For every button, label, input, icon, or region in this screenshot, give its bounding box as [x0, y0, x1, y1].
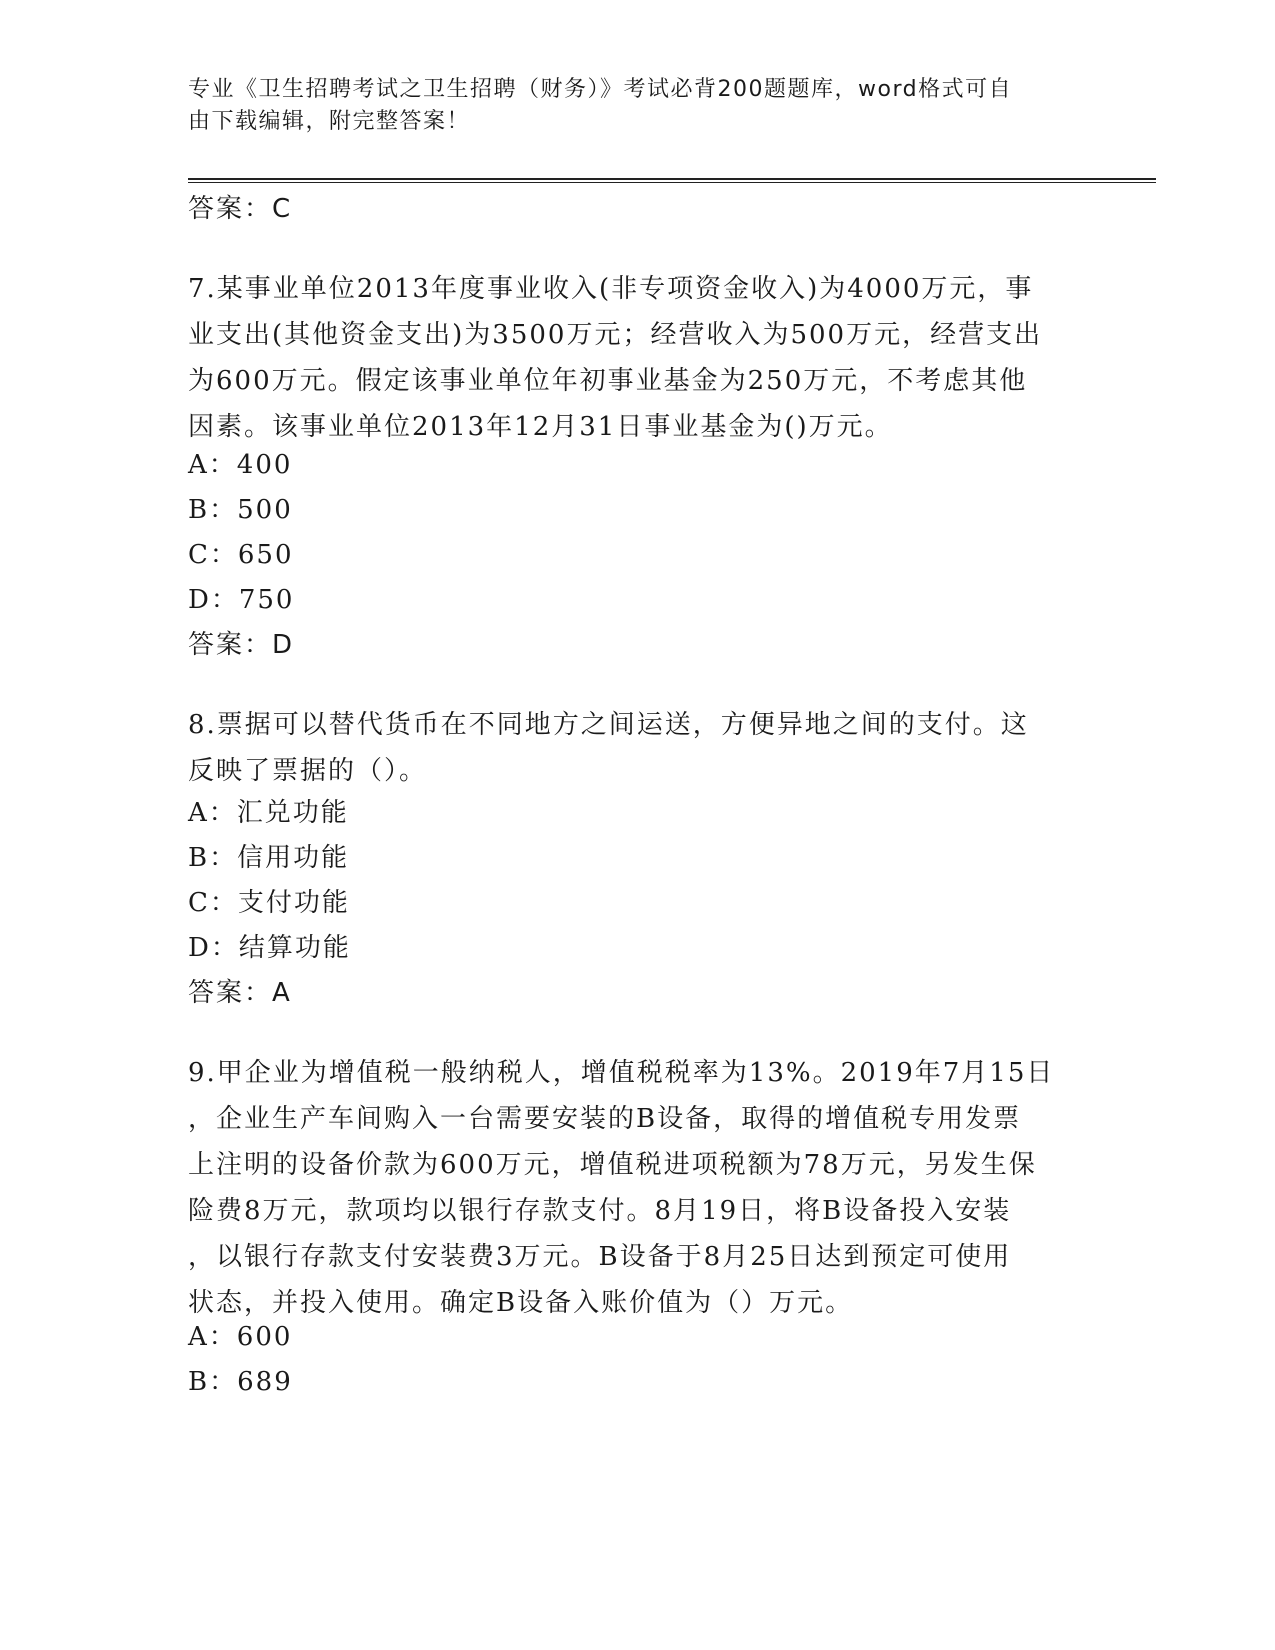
question-9-option-b: B：689: [188, 1367, 293, 1397]
question-9-line-2: ，企业生产车间购入一台需要安装的B设备，取得的增值税专用发票: [188, 1104, 1022, 1134]
question-7-line-2: 业支出(其他资金支出)为3500万元；经营收入为500万元，经营支出: [188, 320, 1043, 350]
question-7-option-d: D：750: [188, 585, 295, 615]
question-9-text: [188, 1050, 1054, 1326]
header-line-2: 由下载编辑，附完整答案！: [188, 109, 471, 134]
question-8-option-a: A：汇兑功能: [188, 798, 349, 828]
question-9-line-3: 上注明的设备价款为600万元，增值税进项税额为78万元，另发生保: [188, 1150, 1037, 1180]
document-header: [188, 74, 1068, 138]
question-8-text: [188, 702, 1029, 794]
question-7-line-1: 7.某事业单位2013年度事业收入(非专项资金收入)为4000万元，事: [188, 274, 1034, 304]
header-divider-thin: [188, 182, 1156, 183]
question-7-answer: 答案：D: [188, 630, 295, 660]
question-7-option-a: A：400: [188, 450, 293, 480]
question-9-line-4: 险费8万元，款项均以银行存款支付。8月19日，将B设备投入安装: [188, 1196, 1012, 1226]
previous-answer: 答案：C: [188, 194, 293, 224]
question-8-option-d: D：结算功能: [188, 933, 351, 963]
question-8-answer: 答案：A: [188, 978, 292, 1008]
question-7-line-4: 因素。该事业单位2013年12月31日事业基金为()万元。: [188, 412, 893, 442]
header-line-1: 专业《卫生招聘考试之卫生招聘（财务）》考试必背200题题库，word格式可自: [188, 77, 1013, 102]
header-divider-thick: [188, 178, 1156, 180]
question-8-line-2: 反映了票据的（）。: [188, 756, 428, 786]
question-9-line-1: 9.甲企业为增值税一般纳税人，增值税税率为13%。2019年7月15日: [188, 1058, 1055, 1088]
question-7-line-3: 为600万元。假定该事业单位年初事业基金为250万元，不考虑其他: [188, 366, 1028, 396]
question-8-option-c: C：支付功能: [188, 888, 350, 918]
question-7-text: [188, 266, 1042, 450]
question-7-option-b: B：500: [188, 495, 293, 525]
question-7-option-c: C：650: [188, 540, 294, 570]
question-9-line-5: ，以银行存款支付安装费3万元。B设备于8月25日达到预定可使用: [188, 1242, 1012, 1272]
question-9-line-6: 状态，并投入使用。确定B设备入账价值为（）万元。: [188, 1288, 854, 1318]
question-9-option-a: A：600: [188, 1322, 293, 1352]
question-8-line-1: 8.票据可以替代货币在不同地方之间运送，方便异地之间的支付。这: [188, 710, 1029, 740]
question-8-option-b: B：信用功能: [188, 843, 350, 873]
